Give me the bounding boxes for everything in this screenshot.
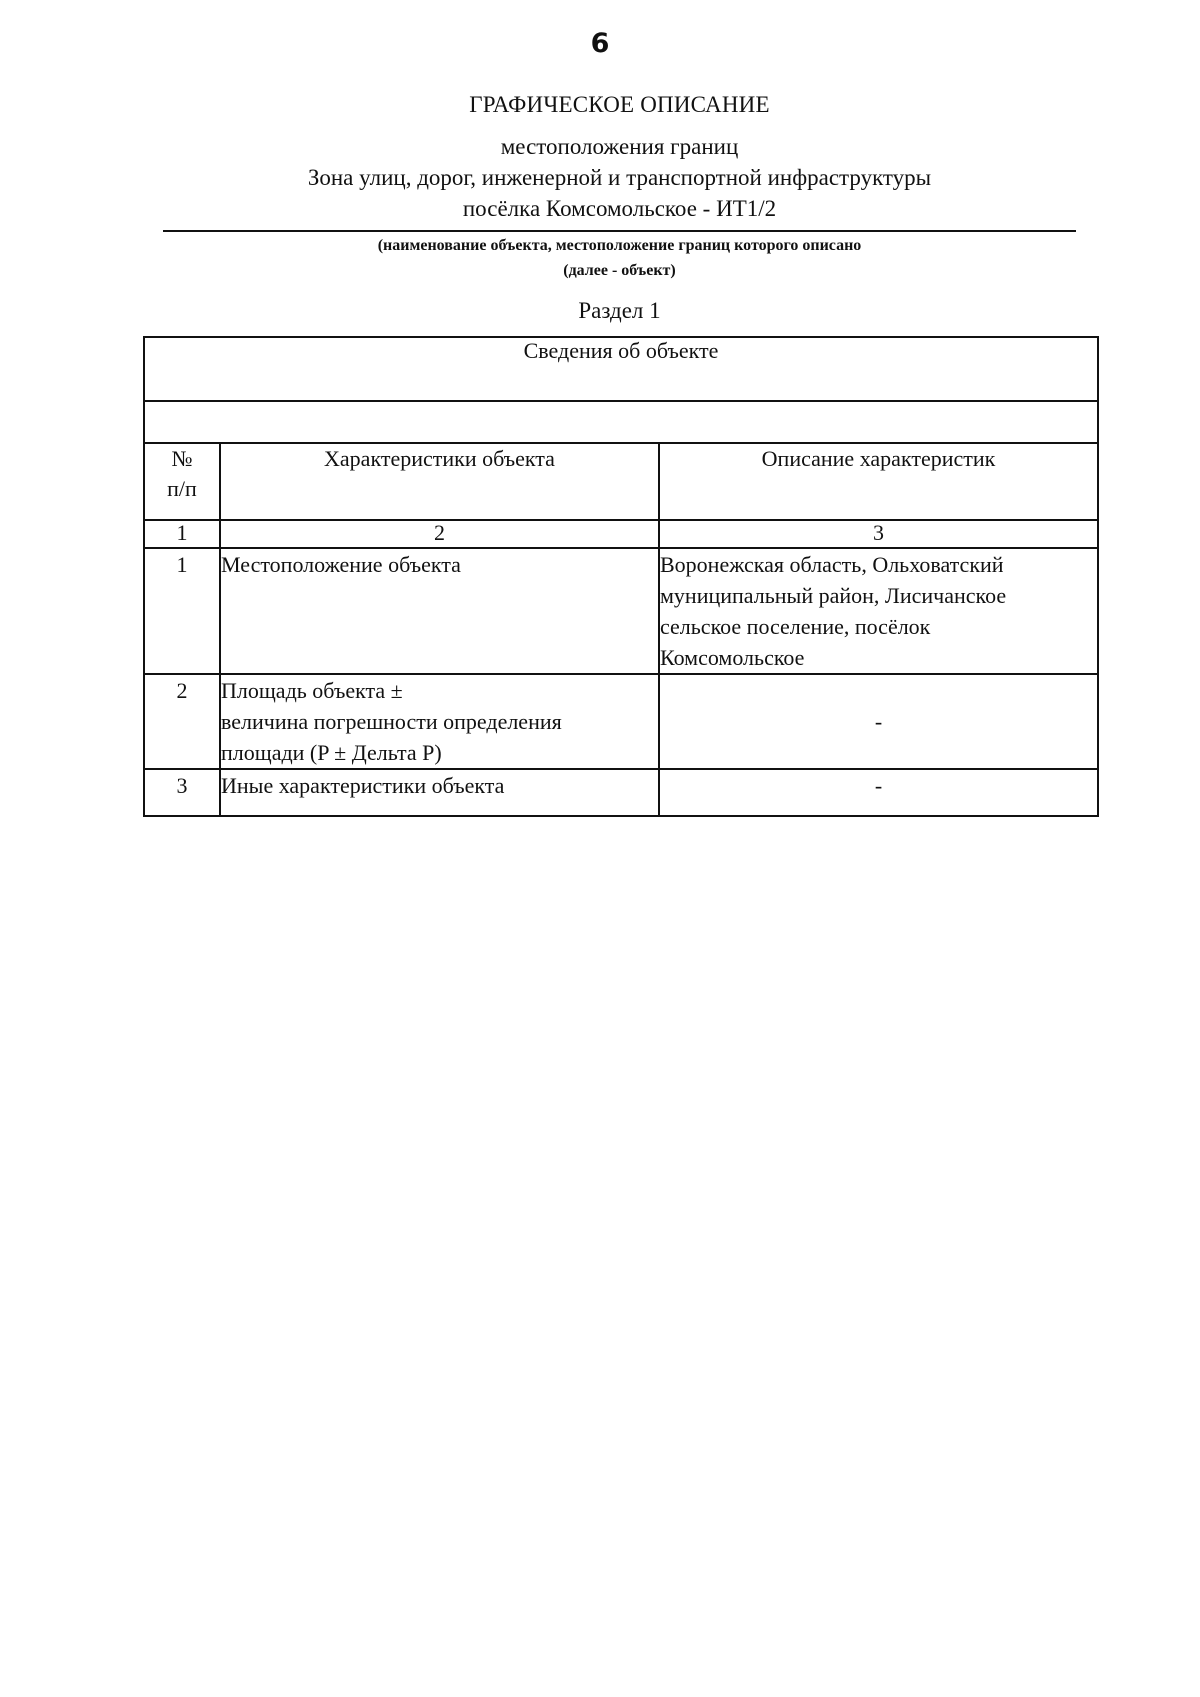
document-title: ГРАФИЧЕСКОЕ ОПИСАНИЕ [469, 92, 770, 117]
object-note-line-2: (далее - объект) [563, 262, 676, 279]
subtitle-line-2: Зона улиц, дорог, инженерной и транспортной инфраструктуры [307, 165, 932, 190]
column-number-3: 3 [659, 520, 1098, 548]
row-characteristic: Иные характеристики объекта [220, 769, 659, 816]
row-characteristic: Местоположение объекта [220, 548, 659, 674]
row-description: - [659, 674, 1098, 769]
object-info-table [143, 336, 1099, 817]
table-empty-row [144, 401, 1098, 443]
subtitle-line-3: посёлка Комсомольское - ИТ1/2 [462, 196, 777, 221]
row-number: 1 [144, 548, 220, 674]
column-header-characteristic: Характеристики объекта [220, 443, 659, 520]
object-note-line-1: (наименование объекта, местоположение границ которого описано [377, 237, 862, 254]
row-description: - [659, 769, 1098, 816]
table-row [144, 769, 1098, 816]
table-caption-row [144, 337, 1098, 401]
table-row [144, 548, 1098, 674]
row-description: Воронежская область, Ольховатский муниципальный район, Лисичанское сельское поселение, посёлок Комсомольское [659, 548, 1098, 674]
row-characteristic: Площадь объекта ± величина погрешности определения площади (P ± Дельта P) [220, 674, 659, 769]
row-number: 3 [144, 769, 220, 816]
page-number: 6 [590, 28, 610, 59]
underline-rule [163, 230, 1076, 232]
table-row [144, 674, 1098, 769]
section-label: Раздел 1 [578, 298, 661, 323]
column-number-2: 2 [220, 520, 659, 548]
column-number-1: 1 [144, 520, 220, 548]
table-caption: Сведения об объекте [144, 337, 1098, 401]
column-header-description: Описание характеристик [659, 443, 1098, 520]
table-header-row [144, 443, 1098, 520]
empty-cell [144, 401, 1098, 443]
row-number: 2 [144, 674, 220, 769]
column-header-number: № п/п [144, 443, 220, 520]
column-number-row [144, 520, 1098, 548]
subtitle-line-1: местоположения границ [500, 134, 739, 159]
